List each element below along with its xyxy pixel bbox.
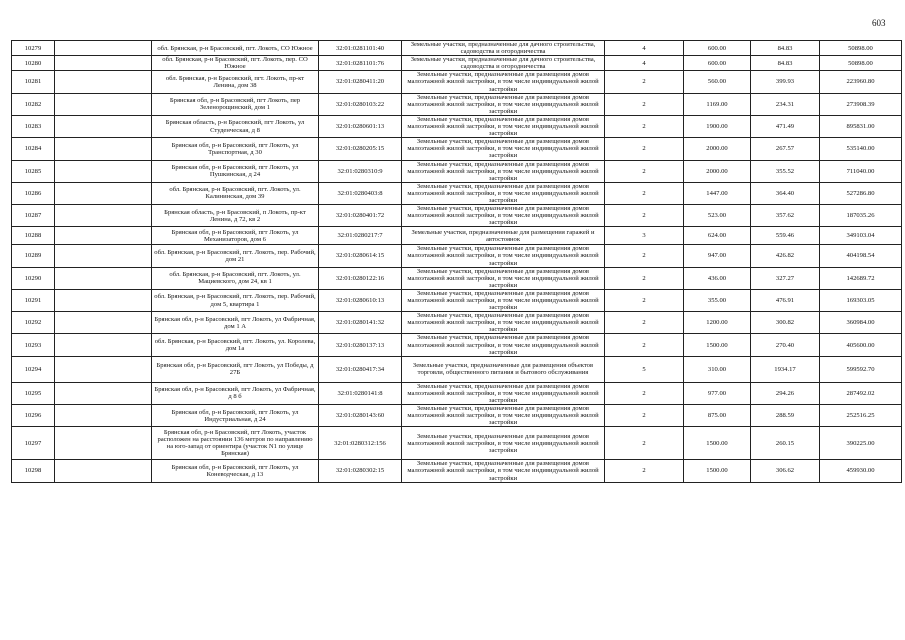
group-cell: 2 — [605, 334, 684, 356]
table-row — [12, 93, 902, 115]
cadastral-value-cell: 360984.00 — [820, 312, 902, 334]
area-cell: 624.00 — [684, 227, 751, 245]
address-cell: обл. Брянская, р-н Брасовский, пгт. Локоть, ул. Калининская, дом 39 — [152, 182, 319, 204]
group-cell: 3 — [605, 227, 684, 245]
cadastral-value-cell: 50898.00 — [820, 56, 902, 71]
table-row — [12, 312, 902, 334]
cadastral-value-cell: 711040.00 — [820, 160, 902, 182]
blank-cell — [55, 41, 152, 56]
cadastral-value-cell: 349103.04 — [820, 227, 902, 245]
blank-cell — [55, 382, 152, 404]
cadastral-number-cell: 32:01:0280614:15 — [319, 245, 402, 267]
specific-value-cell: 471.49 — [751, 115, 820, 137]
row-number-cell: 10281 — [12, 71, 55, 93]
table-row — [12, 115, 902, 137]
land-use-cell: Земельные участки, предназначенные для дачного строительства, садоводства и огородничества — [402, 56, 605, 71]
specific-value-cell: 426.82 — [751, 245, 820, 267]
specific-value-cell: 84.83 — [751, 56, 820, 71]
area-cell: 1500.00 — [684, 460, 751, 482]
blank-cell — [55, 289, 152, 311]
land-use-cell: Земельные участки, предназначенные для размещения домов малоэтажной жилой застройки, в том числе индивидуальной жилой застройки — [402, 138, 605, 160]
table-row — [12, 182, 902, 204]
row-number-cell: 10289 — [12, 245, 55, 267]
cadastral-value-table — [11, 40, 902, 483]
address-cell: Брянская обл, р-н Брасовский, пгт Локоть, пер Зеленорощинский, дом 1 — [152, 93, 319, 115]
table-row — [12, 334, 902, 356]
specific-value-cell: 260.15 — [751, 427, 820, 460]
group-cell: 2 — [605, 245, 684, 267]
cadastral-value-cell: 404198.54 — [820, 245, 902, 267]
blank-cell — [55, 182, 152, 204]
table-row — [12, 205, 902, 227]
row-number-cell: 10293 — [12, 334, 55, 356]
address-cell: обл. Брянская, р-н Брасовский, пгт. Локоть, пер. Рабочий, дом 5, квартира 1 — [152, 289, 319, 311]
group-cell: 2 — [605, 289, 684, 311]
table-row — [12, 289, 902, 311]
group-cell: 2 — [605, 460, 684, 482]
blank-cell — [55, 405, 152, 427]
area-cell: 2000.00 — [684, 160, 751, 182]
area-cell: 355.00 — [684, 289, 751, 311]
row-number-cell: 10287 — [12, 205, 55, 227]
address-cell: Брянская обл, р-н Брасовский, пгт Локоть, ул Механизаторов, дом 6 — [152, 227, 319, 245]
group-cell: 2 — [605, 267, 684, 289]
blank-cell — [55, 312, 152, 334]
area-cell: 947.00 — [684, 245, 751, 267]
table-row — [12, 160, 902, 182]
blank-cell — [55, 356, 152, 382]
page-number: 603 — [872, 18, 886, 28]
land-use-cell: Земельные участки, предназначенные для размещения домов малоэтажной жилой застройки, в том числе индивидуальной жилой застройки — [402, 312, 605, 334]
land-use-cell: Земельные участки, предназначенные для размещения домов малоэтажной жилой застройки, в том числе индивидуальной жилой застройки — [402, 93, 605, 115]
cadastral-number-cell: 32:01:0280143:60 — [319, 405, 402, 427]
area-cell: 2000.00 — [684, 138, 751, 160]
row-number-cell: 10297 — [12, 427, 55, 460]
cadastral-number-cell: 32:01:0281101:76 — [319, 56, 402, 71]
cadastral-value-cell: 527286.80 — [820, 182, 902, 204]
specific-value-cell: 559.46 — [751, 227, 820, 245]
specific-value-cell: 294.26 — [751, 382, 820, 404]
row-number-cell: 10286 — [12, 182, 55, 204]
row-number-cell: 10283 — [12, 115, 55, 137]
area-cell: 1447.00 — [684, 182, 751, 204]
cadastral-value-cell: 142689.72 — [820, 267, 902, 289]
table-row — [12, 405, 902, 427]
land-use-cell: Земельные участки, предназначенные для размещения домов малоэтажной жилой застройки, в том числе индивидуальной жилой застройки — [402, 182, 605, 204]
group-cell: 2 — [605, 93, 684, 115]
table-row — [12, 227, 902, 245]
address-cell: Брянская обл, р-н Брасовский, пгт Локоть, ул Фабричная, дом 1 А — [152, 312, 319, 334]
group-cell: 2 — [605, 71, 684, 93]
table-row — [12, 71, 902, 93]
land-use-cell: Земельные участки, предназначенные для размещения домов малоэтажной жилой застройки, в том числе индивидуальной жилой застройки — [402, 71, 605, 93]
cadastral-number-cell: 32:01:0280205:15 — [319, 138, 402, 160]
cadastral-value-cell: 405600.00 — [820, 334, 902, 356]
cadastral-value-cell: 252516.25 — [820, 405, 902, 427]
area-cell: 310.00 — [684, 356, 751, 382]
cadastral-number-cell: 32:01:0280610:13 — [319, 289, 402, 311]
cadastral-number-cell: 32:01:0280403:8 — [319, 182, 402, 204]
cadastral-number-cell: 32:01:0280601:13 — [319, 115, 402, 137]
group-cell: 2 — [605, 382, 684, 404]
land-use-cell: Земельные участки, предназначенные для дачного строительства, садоводства и огородничества — [402, 41, 605, 56]
land-use-cell: Земельные участки, предназначенные для размещения домов малоэтажной жилой застройки, в том числе индивидуальной жилой застройки — [402, 245, 605, 267]
cadastral-value-cell: 535140.00 — [820, 138, 902, 160]
table-row — [12, 41, 902, 56]
table-row — [12, 138, 902, 160]
cadastral-number-cell: 32:01:0280401:72 — [319, 205, 402, 227]
cadastral-number-cell: 32:01:0280417:34 — [319, 356, 402, 382]
table-row — [12, 356, 902, 382]
land-use-cell: Земельные участки, предназначенные для размещения домов малоэтажной жилой застройки, в том числе индивидуальной жилой застройки — [402, 115, 605, 137]
land-use-cell: Земельные участки, предназначенные для размещения домов малоэтажной жилой застройки, в том числе индивидуальной жилой застройки — [402, 382, 605, 404]
cadastral-number-cell: 32:01:0280122:16 — [319, 267, 402, 289]
address-cell: Брянская обл, р-н Брасовский, пгт Локоть, ул Индустриальная, д 24 — [152, 405, 319, 427]
specific-value-cell: 234.31 — [751, 93, 820, 115]
blank-cell — [55, 93, 152, 115]
cadastral-number-cell: 32:01:0280302:15 — [319, 460, 402, 482]
area-cell: 1500.00 — [684, 334, 751, 356]
group-cell: 2 — [605, 115, 684, 137]
cadastral-number-cell: 32:01:0280103:22 — [319, 93, 402, 115]
land-use-cell: Земельные участки, предназначенные для размещения домов малоэтажной жилой застройки, в том числе индивидуальной жилой застройки — [402, 405, 605, 427]
group-cell: 2 — [605, 205, 684, 227]
table-row — [12, 460, 902, 482]
land-use-cell: Земельные участки, предназначенные для размещения домов малоэтажной жилой застройки, в том числе индивидуальной жилой застройки — [402, 267, 605, 289]
specific-value-cell: 1934.17 — [751, 356, 820, 382]
address-cell: Брянская обл, р-н Брасовский, пгт Локоть, ул Коневодческая, д 13 — [152, 460, 319, 482]
specific-value-cell: 399.93 — [751, 71, 820, 93]
specific-value-cell: 288.59 — [751, 405, 820, 427]
specific-value-cell: 357.62 — [751, 205, 820, 227]
cadastral-value-cell: 187035.26 — [820, 205, 902, 227]
cadastral-value-cell: 895831.00 — [820, 115, 902, 137]
group-cell: 2 — [605, 427, 684, 460]
table-body — [12, 41, 902, 483]
row-number-cell: 10290 — [12, 267, 55, 289]
address-cell: обл. Брянская, р-н Брасовский, пгт. Локоть, ул. Мациевского, дом 24, кв 1 — [152, 267, 319, 289]
row-number-cell: 10291 — [12, 289, 55, 311]
blank-cell — [55, 138, 152, 160]
cadastral-number-cell: 32:01:0280217:7 — [319, 227, 402, 245]
specific-value-cell: 355.52 — [751, 160, 820, 182]
address-cell: Брянская обл, р-н Брасовский, пгт Локоть, участок расположен на расстоянии 136 метров по направлению на юго-запад от ориентира (участок N1 по улице Брянская) — [152, 427, 319, 460]
land-use-cell: Земельные участки, предназначенные для размещения домов малоэтажной жилой застройки, в том числе индивидуальной жилой застройки — [402, 205, 605, 227]
cadastral-value-cell: 599592.70 — [820, 356, 902, 382]
specific-value-cell: 306.62 — [751, 460, 820, 482]
blank-cell — [55, 71, 152, 93]
land-use-cell: Земельные участки, предназначенные для размещения домов малоэтажной жилой застройки, в том числе индивидуальной жилой застройки — [402, 334, 605, 356]
specific-value-cell: 300.82 — [751, 312, 820, 334]
area-cell: 1500.00 — [684, 427, 751, 460]
specific-value-cell: 84.83 — [751, 41, 820, 56]
area-cell: 523.00 — [684, 205, 751, 227]
row-number-cell: 10292 — [12, 312, 55, 334]
area-cell: 436.00 — [684, 267, 751, 289]
cadastral-value-cell: 273908.39 — [820, 93, 902, 115]
group-cell: 2 — [605, 405, 684, 427]
row-number-cell: 10294 — [12, 356, 55, 382]
specific-value-cell: 476.91 — [751, 289, 820, 311]
area-cell: 977.00 — [684, 382, 751, 404]
specific-value-cell: 270.40 — [751, 334, 820, 356]
cadastral-number-cell: 32:01:0281101:40 — [319, 41, 402, 56]
address-cell: обл. Брянская, р-н Брасовский, пгт. Локоть, пр-кт Ленина, дом 38 — [152, 71, 319, 93]
row-number-cell: 10288 — [12, 227, 55, 245]
blank-cell — [55, 267, 152, 289]
address-cell: Брянская область, р-н Брасовский, пгт Локоть, ул Студенческая, д 8 — [152, 115, 319, 137]
blank-cell — [55, 160, 152, 182]
group-cell: 2 — [605, 160, 684, 182]
address-cell: Брянская обл, р-н Брасовский, пгт Локоть, ул Победы, д 27Б — [152, 356, 319, 382]
cadastral-number-cell: 32:01:0280141:8 — [319, 382, 402, 404]
cadastral-value-cell: 390225.00 — [820, 427, 902, 460]
land-use-cell: Земельные участки, предназначенные для размещения домов малоэтажной жилой застройки, в том числе индивидуальной жилой застройки — [402, 427, 605, 460]
blank-cell — [55, 460, 152, 482]
land-use-cell: Земельные участки, предназначенные для размещения домов малоэтажной жилой застройки, в том числе индивидуальной жилой застройки — [402, 289, 605, 311]
specific-value-cell: 364.40 — [751, 182, 820, 204]
address-cell: Брянская обл, р-н Брасовский, пгт Локоть, ул Транспортная, д 30 — [152, 138, 319, 160]
group-cell: 4 — [605, 41, 684, 56]
cadastral-value-cell: 287492.02 — [820, 382, 902, 404]
blank-cell — [55, 115, 152, 137]
row-number-cell: 10284 — [12, 138, 55, 160]
area-cell: 560.00 — [684, 71, 751, 93]
address-cell: обл. Брянская, р-н Брасовский, пгт. Локоть, ул. Королева, дом 1а — [152, 334, 319, 356]
group-cell: 5 — [605, 356, 684, 382]
cadastral-number-cell: 32:01:0280312:156 — [319, 427, 402, 460]
land-use-cell: Земельные участки, предназначенные для размещения домов малоэтажной жилой застройки, в том числе индивидуальной жилой застройки — [402, 460, 605, 482]
cadastral-value-cell: 223960.80 — [820, 71, 902, 93]
table-row — [12, 382, 902, 404]
table-row — [12, 267, 902, 289]
specific-value-cell: 267.57 — [751, 138, 820, 160]
land-use-cell: Земельные участки, предназначенные для размещения гаражей и автостоянок — [402, 227, 605, 245]
specific-value-cell: 327.27 — [751, 267, 820, 289]
group-cell: 2 — [605, 138, 684, 160]
row-number-cell: 10298 — [12, 460, 55, 482]
address-cell: обл. Брянская, р-н Брасовский, пгт. Локоть, пер. СО Южное — [152, 56, 319, 71]
area-cell: 875.00 — [684, 405, 751, 427]
table-row — [12, 56, 902, 71]
cadastral-value-cell: 169303.05 — [820, 289, 902, 311]
row-number-cell: 10295 — [12, 382, 55, 404]
blank-cell — [55, 56, 152, 71]
row-number-cell: 10285 — [12, 160, 55, 182]
area-cell: 1900.00 — [684, 115, 751, 137]
cadastral-number-cell: 32:01:0280310:9 — [319, 160, 402, 182]
land-use-cell: Земельные участки, предназначенные для размещения домов малоэтажной жилой застройки, в том числе индивидуальной жилой застройки — [402, 160, 605, 182]
group-cell: 2 — [605, 312, 684, 334]
row-number-cell: 10279 — [12, 41, 55, 56]
blank-cell — [55, 227, 152, 245]
row-number-cell: 10282 — [12, 93, 55, 115]
cadastral-value-cell: 50898.00 — [820, 41, 902, 56]
address-cell: обл. Брянская, р-н Брасовский, пгт. Локоть, пер. Рабочий, дом 21 — [152, 245, 319, 267]
area-cell: 1200.00 — [684, 312, 751, 334]
address-cell: Брянская обл, р-н Брасовский, пгт Локоть, ул Фабричная, д 8 б — [152, 382, 319, 404]
row-number-cell: 10296 — [12, 405, 55, 427]
blank-cell — [55, 245, 152, 267]
blank-cell — [55, 427, 152, 460]
group-cell: 4 — [605, 56, 684, 71]
area-cell: 600.00 — [684, 41, 751, 56]
address-cell: Брянская область, р-н Брасовский, п Локоть, пр-кт Ленина, д 72, кв 2 — [152, 205, 319, 227]
table-row — [12, 427, 902, 460]
blank-cell — [55, 205, 152, 227]
land-use-cell: Земельные участки, предназначенные для размещения объектов торговли, общественного питания и бытового обслуживания — [402, 356, 605, 382]
row-number-cell: 10280 — [12, 56, 55, 71]
cadastral-number-cell: 32:01:0280137:13 — [319, 334, 402, 356]
group-cell: 2 — [605, 182, 684, 204]
area-cell: 1169.00 — [684, 93, 751, 115]
address-cell: Брянская обл, р-н Брасовский, пгт Локоть, ул Пушкинская, д 24 — [152, 160, 319, 182]
table-row — [12, 245, 902, 267]
address-cell: обл. Брянская, р-н Брасовский, пгт. Локоть, СО Южное — [152, 41, 319, 56]
cadastral-number-cell: 32:01:0280141:32 — [319, 312, 402, 334]
cadastral-number-cell: 32:01:0280411:20 — [319, 71, 402, 93]
area-cell: 600.00 — [684, 56, 751, 71]
blank-cell — [55, 334, 152, 356]
cadastral-value-cell: 459930.00 — [820, 460, 902, 482]
